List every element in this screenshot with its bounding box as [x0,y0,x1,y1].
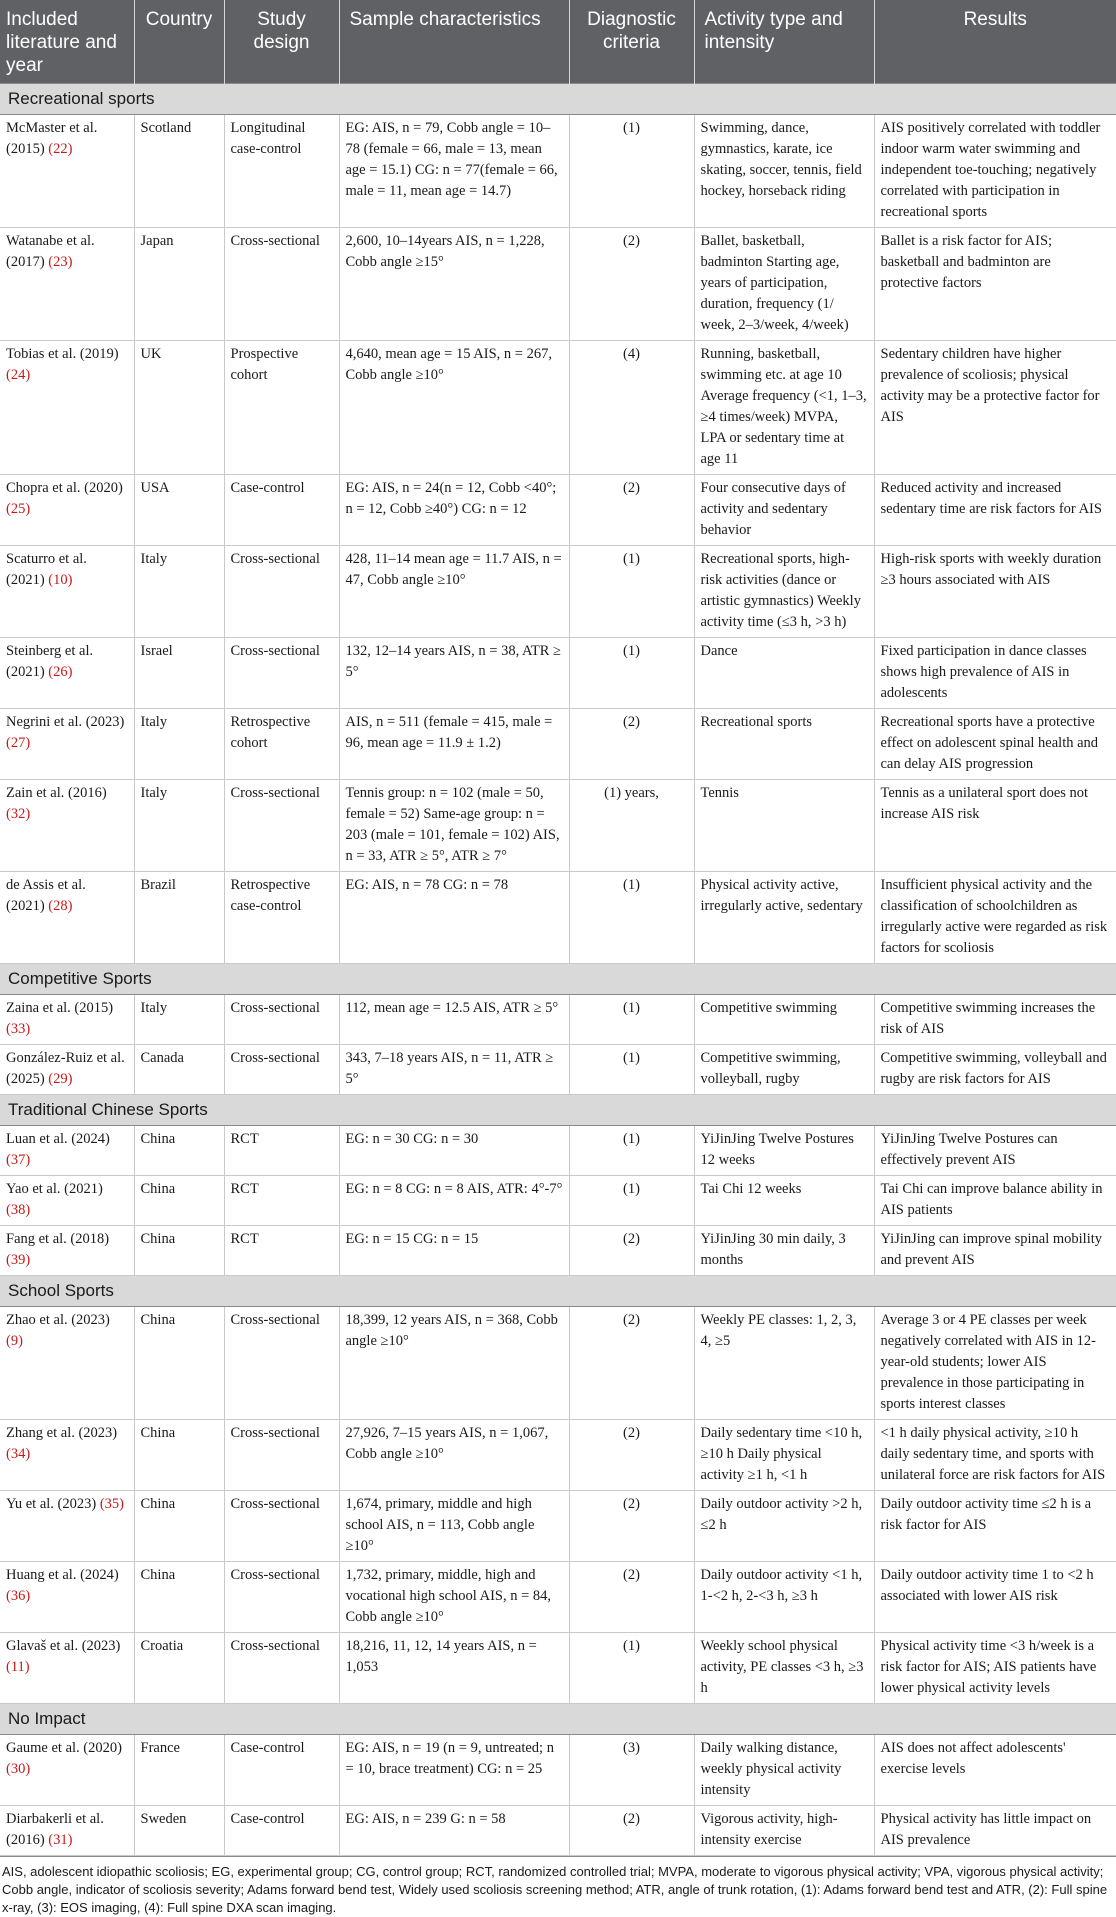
reference-link[interactable]: (11) [6,1659,30,1675]
cell-sample: 1,674, primary, middle and high school AIS, n = 113, Cobb angle ≥10° [339,1491,569,1562]
cell-country: China [134,1307,224,1420]
cell-diagnostic: (1) [569,1126,694,1176]
section-title: Traditional Chinese Sports [0,1095,1116,1126]
cell-results: Competitive swimming increases the risk of AIS [874,995,1116,1045]
reference-link[interactable]: (32) [6,806,31,822]
cell-diagnostic: (2) [569,1307,694,1420]
section-title: No Impact [0,1704,1116,1735]
cell-literature [0,780,134,872]
cell-study-design: RCT [224,1126,339,1176]
literature-text: Zain et al. (2016) [6,785,107,801]
cell-results: High-risk sports with weekly duration ≥3 hours associated with AIS [874,546,1116,638]
table-row [0,1491,1116,1562]
cell-diagnostic: (1) [569,1633,694,1704]
cell-diagnostic: (2) [569,475,694,546]
cell-results: Competitive swimming, volleyball and rugby are risk factors for AIS [874,1045,1116,1095]
section-title: Competitive Sports [0,964,1116,995]
cell-country: Scotland [134,115,224,228]
reference-link[interactable]: (9) [6,1333,23,1349]
reference-link[interactable]: (31) [48,1832,73,1848]
cell-activity: Recreational sports, high-risk activities (dance or artistic gymnastics) Weekly activity time (≤3 h, >3 h) [694,546,874,638]
cell-sample: EG: AIS, n = 19 (n = 9, untreated; n = 10, brace treatment) CG: n = 25 [339,1735,569,1806]
cell-literature [0,1562,134,1633]
table-row [0,341,1116,475]
cell-diagnostic: (1) [569,872,694,964]
reference-link[interactable]: (34) [6,1446,31,1462]
table-row [0,1633,1116,1704]
literature-text: Yao et al. (2021) [6,1181,103,1197]
cell-literature [0,1420,134,1491]
cell-study-design: Cross-sectional [224,995,339,1045]
table-row [0,228,1116,341]
reference-link[interactable]: (30) [6,1761,31,1777]
literature-text: Luan et al. (2024) [6,1131,110,1147]
cell-country: Japan [134,228,224,341]
cell-country: USA [134,475,224,546]
cell-sample: 4,640, mean age = 15 AIS, n = 267, Cobb angle ≥10° [339,341,569,475]
reference-link[interactable]: (27) [6,735,31,751]
cell-diagnostic: (2) [569,228,694,341]
cell-sample: 132, 12–14 years AIS, n = 38, ATR ≥ 5° [339,638,569,709]
cell-results: Recreational sports have a protective effect on adolescent spinal health and can delay AIS progression [874,709,1116,780]
cell-study-design: Cross-sectional [224,1562,339,1633]
cell-diagnostic: (1) [569,546,694,638]
literature-text: Scaturro et al. (2021) [6,551,87,588]
cell-activity: Weekly school physical activity, PE classes <3 h, ≥3 h [694,1633,874,1704]
table-row [0,115,1116,228]
cell-literature [0,1307,134,1420]
reference-link[interactable]: (26) [48,664,73,680]
reference-link[interactable]: (25) [6,501,31,517]
cell-country: Israel [134,638,224,709]
cell-study-design: Case-control [224,475,339,546]
header-literature: Included literature and year [0,0,134,84]
literature-text: Zhao et al. (2023) [6,1312,110,1328]
cell-results: Ballet is a risk factor for AIS; basketball and badminton are protective factors [874,228,1116,341]
literature-text: Negrini et al. (2023) [6,714,125,730]
header-activity: Activity type and intensity [694,0,874,84]
cell-literature [0,1491,134,1562]
literature-text: Tobias et al. (2019) [6,346,119,362]
cell-country: China [134,1491,224,1562]
cell-country: Canada [134,1045,224,1095]
reference-link[interactable]: (24) [6,367,31,383]
cell-study-design: Retrospective case-control [224,872,339,964]
cell-sample: 112, mean age = 12.5 AIS, ATR ≥ 5° [339,995,569,1045]
section-title: School Sports [0,1276,1116,1307]
cell-literature [0,1735,134,1806]
cell-activity: Daily outdoor activity >2 h, ≤2 h [694,1491,874,1562]
literature-text: Yu et al. (2023) [6,1496,97,1512]
cell-results: <1 h daily physical activity, ≥10 h daily sedentary time, and sports with unilateral force are risk factors for AIS [874,1420,1116,1491]
table-row [0,475,1116,546]
reference-link[interactable]: (10) [48,572,73,588]
cell-study-design: Retrospective cohort [224,709,339,780]
cell-diagnostic: (2) [569,1806,694,1856]
table-header [0,0,1116,84]
cell-activity: Daily outdoor activity <1 h, 1-<2 h, 2-<3 h, ≥3 h [694,1562,874,1633]
reference-link[interactable]: (37) [6,1152,31,1168]
literature-text: González-Ruiz et al. (2025) [6,1050,125,1087]
cell-results: AIS does not affect adolescents' exercise levels [874,1735,1116,1806]
cell-activity: Four consecutive days of activity and sedentary behavior [694,475,874,546]
literature-text: Fang et al. (2018) [6,1231,110,1247]
literature-text: de Assis et al. (2021) [6,877,86,914]
cell-activity: Vigorous activity, high-intensity exercise [694,1806,874,1856]
cell-sample: 428, 11–14 mean age = 11.7 AIS, n = 47, Cobb angle ≥10° [339,546,569,638]
cell-literature [0,475,134,546]
section-row [0,964,1116,995]
cell-results: Daily outdoor activity time 1 to <2 h associated with lower AIS risk [874,1562,1116,1633]
cell-results: Fixed participation in dance classes shows high prevalence of AIS in adolescents [874,638,1116,709]
reference-link[interactable]: (35) [99,1496,124,1512]
table-row [0,780,1116,872]
cell-literature [0,228,134,341]
cell-country: Italy [134,995,224,1045]
literature-text: Watanabe et al. (2017) [6,233,95,270]
table-row [0,1226,1116,1276]
cell-study-design: Case-control [224,1806,339,1856]
cell-study-design: RCT [224,1176,339,1226]
cell-country: Italy [134,780,224,872]
section-row [0,1704,1116,1735]
cell-activity: Daily sedentary time <10 h, ≥10 h Daily physical activity ≥1 h, <1 h [694,1420,874,1491]
cell-activity: Physical activity active, irregularly active, sedentary [694,872,874,964]
cell-country: Sweden [134,1806,224,1856]
cell-sample: 18,399, 12 years AIS, n = 368, Cobb angle ≥10° [339,1307,569,1420]
cell-country: Italy [134,546,224,638]
section-row [0,1095,1116,1126]
cell-activity: Daily walking distance, weekly physical activity intensity [694,1735,874,1806]
cell-study-design: Cross-sectional [224,638,339,709]
literature-text: Gaume et al. (2020) [6,1740,122,1756]
cell-study-design: Cross-sectional [224,1307,339,1420]
cell-activity: Dance [694,638,874,709]
reference-link[interactable]: (33) [6,1021,31,1037]
cell-study-design: Cross-sectional [224,1420,339,1491]
cell-sample: EG: n = 15 CG: n = 15 [339,1226,569,1276]
cell-literature [0,115,134,228]
cell-diagnostic: (2) [569,709,694,780]
cell-results: Tai Chi can improve balance ability in AIS patients [874,1176,1116,1226]
cell-activity: YiJinJing 30 min daily, 3 months [694,1226,874,1276]
section-row [0,84,1116,115]
cell-literature [0,1806,134,1856]
section-row [0,1276,1116,1307]
table-row [0,1045,1116,1095]
reference-link[interactable]: (28) [48,898,73,914]
cell-literature [0,638,134,709]
cell-literature [0,709,134,780]
cell-diagnostic: (4) [569,341,694,475]
cell-results: YiJinJing Twelve Postures can effectively prevent AIS [874,1126,1116,1176]
cell-results: Insufficient physical activity and the classification of schoolchildren as irregularly active were regarded as risk factors for scoliosis [874,872,1116,964]
table-row [0,1420,1116,1491]
cell-sample: EG: AIS, n = 239 G: n = 58 [339,1806,569,1856]
literature-text: McMaster et al. (2015) [6,120,98,157]
cell-diagnostic: (2) [569,1491,694,1562]
cell-literature [0,872,134,964]
cell-diagnostic: (1) [569,115,694,228]
cell-country: France [134,1735,224,1806]
table-footnote: AIS, adolescent idiopathic scoliosis; EG, experimental group; CG, control group; RCT, randomized controlled trial; MVPA, moderate to vigorous physical activity; VPA, vigorous physical activity; Cobb angle, indicator of scoliosis severity; Adams forward bend test, Widely used scoliosis screening method; ATR, angle of trunk rotation, (1): Adams forward bend test and ATR, (2): Full spine x-ray, (3): EOS imaging, (4): Full spine DXA scan imaging. [0,1856,1116,1917]
cell-study-design: Case-control [224,1735,339,1806]
section-title: Recreational sports [0,84,1116,115]
cell-study-design: RCT [224,1226,339,1276]
cell-results: Sedentary children have higher prevalence of scoliosis; physical activity may be a protective factor for AIS [874,341,1116,475]
table-row [0,1806,1116,1856]
table-row [0,1735,1116,1806]
reference-link[interactable]: (29) [48,1071,73,1087]
cell-activity: Weekly PE classes: 1, 2, 3, 4, ≥5 [694,1307,874,1420]
literature-text: Chopra et al. (2020) [6,480,123,496]
cell-diagnostic: (1) [569,638,694,709]
cell-results: Tennis as a unilateral sport does not increase AIS risk [874,780,1116,872]
cell-activity: Tai Chi 12 weeks [694,1176,874,1226]
cell-literature [0,1176,134,1226]
literature-text: Diarbakerli et al. (2016) [6,1811,104,1848]
reference-link[interactable]: (22) [48,141,73,157]
table-row [0,638,1116,709]
header-study-design: Study design [224,0,339,84]
cell-study-design: Cross-sectional [224,1633,339,1704]
cell-diagnostic: (2) [569,1562,694,1633]
cell-study-design: Cross-sectional [224,1045,339,1095]
literature-text: Huang et al. (2024) [6,1567,119,1583]
cell-results: Daily outdoor activity time ≤2 h is a risk factor for AIS [874,1491,1116,1562]
table-row [0,1176,1116,1226]
cell-study-design: Cross-sectional [224,1491,339,1562]
cell-sample: EG: n = 30 CG: n = 30 [339,1126,569,1176]
reference-link[interactable]: (23) [48,254,73,270]
cell-study-design: Prospective cohort [224,341,339,475]
reference-link[interactable]: (38) [6,1202,31,1218]
cell-results: Average 3 or 4 PE classes per week negatively correlated with AIS in 12-year-old students; lower AIS prevalence in those participating in sports interest classes [874,1307,1116,1420]
cell-diagnostic: (2) [569,1226,694,1276]
cell-results: AIS positively correlated with toddler indoor warm water swimming and independent toe-touching; negatively correlated with participation in recreational sports [874,115,1116,228]
cell-results: YiJinJing can improve spinal mobility and prevent AIS [874,1226,1116,1276]
cell-sample: 2,600, 10–14years AIS, n = 1,228, Cobb angle ≥15° [339,228,569,341]
cell-diagnostic: (1) [569,995,694,1045]
cell-activity: Competitive swimming [694,995,874,1045]
cell-study-design: Longitudinal case-control [224,115,339,228]
cell-sample: AIS, n = 511 (female = 415, male = 96, mean age = 11.9 ± 1.2) [339,709,569,780]
cell-study-design: Cross-sectional [224,228,339,341]
table-row [0,995,1116,1045]
literature-text: Steinberg et al. (2021) [6,643,94,680]
cell-sample: EG: n = 8 CG: n = 8 AIS, ATR: 4°-7° [339,1176,569,1226]
cell-study-design: Cross-sectional [224,546,339,638]
cell-diagnostic: (2) [569,1420,694,1491]
cell-activity: Swimming, dance, gymnastics, karate, ice skating, soccer, tennis, field hockey, horseback riding [694,115,874,228]
cell-country: China [134,1176,224,1226]
cell-sample: 1,732, primary, middle, high and vocational high school AIS, n = 84, Cobb angle ≥10° [339,1562,569,1633]
cell-study-design: Cross-sectional [224,780,339,872]
cell-country: Italy [134,709,224,780]
cell-literature [0,341,134,475]
cell-sample: EG: AIS, n = 78 CG: n = 78 [339,872,569,964]
cell-literature [0,995,134,1045]
table-row [0,709,1116,780]
cell-sample: Tennis group: n = 102 (male = 50, female = 52) Same-age group: n = 203 (male = 101, female = 102) AIS, n = 33, ATR ≥ 5°, ATR ≥ 7° [339,780,569,872]
cell-activity: Tennis [694,780,874,872]
literature-text: Glavaš et al. (2023) [6,1638,121,1654]
table-row [0,1126,1116,1176]
cell-diagnostic: (1) [569,1176,694,1226]
cell-sample: 18,216, 11, 12, 14 years AIS, n = 1,053 [339,1633,569,1704]
cell-country: China [134,1126,224,1176]
cell-literature [0,1226,134,1276]
cell-activity: Recreational sports [694,709,874,780]
cell-sample: 343, 7–18 years AIS, n = 11, ATR ≥ 5° [339,1045,569,1095]
cell-diagnostic: (3) [569,1735,694,1806]
literature-text: Zhang et al. (2023) [6,1425,118,1441]
table-row [0,546,1116,638]
cell-results: Reduced activity and increased sedentary time are risk factors for AIS [874,475,1116,546]
cell-results: Physical activity has little impact on AIS prevalence [874,1806,1116,1856]
cell-sample: 27,926, 7–15 years AIS, n = 1,067, Cobb angle ≥10° [339,1420,569,1491]
table-row [0,1562,1116,1633]
cell-country: Croatia [134,1633,224,1704]
cell-literature [0,1126,134,1176]
literature-text: Zaina et al. (2015) [6,1000,114,1016]
cell-activity: Competitive swimming, volleyball, rugby [694,1045,874,1095]
cell-diagnostic: (1) [569,1045,694,1095]
table-row [0,872,1116,964]
cell-activity: Running, basketball, swimming etc. at age 10 Average frequency (<1, 1–3, ≥4 times/week) MVPA, LPA or sedentary time at age 11 [694,341,874,475]
header-diagnostic: Diagnostic criteria [569,0,694,84]
cell-literature [0,546,134,638]
cell-activity: Ballet, basketball, badminton Starting age, years of participation, duration, frequency (1/ week, 2–3/week, 4/week) [694,228,874,341]
cell-country: Brazil [134,872,224,964]
header-sample: Sample characteristics [339,0,569,84]
cell-sample: EG: AIS, n = 79, Cobb angle = 10–78 (female = 66, male = 13, mean age = 15.1) CG: n = 77(female = 66, male = 11, mean age = 14.7) [339,115,569,228]
cell-results: Physical activity time <3 h/week is a risk factor for AIS; AIS patients have lower physical activity levels [874,1633,1116,1704]
cell-literature [0,1633,134,1704]
header-country: Country [134,0,224,84]
cell-country: UK [134,341,224,475]
reference-link[interactable]: (36) [6,1588,31,1604]
cell-sample: EG: AIS, n = 24(n = 12, Cobb <40°; n = 12, Cobb ≥40°) CG: n = 12 [339,475,569,546]
table-row [0,1307,1116,1420]
cell-diagnostic: (1) years, [569,780,694,872]
cell-literature [0,1045,134,1095]
cell-country: China [134,1420,224,1491]
cell-country: China [134,1562,224,1633]
table-body [0,84,1116,1856]
header-results: Results [874,0,1116,84]
cell-country: China [134,1226,224,1276]
cell-activity: YiJinJing Twelve Postures 12 weeks [694,1126,874,1176]
reference-link[interactable]: (39) [6,1252,31,1268]
